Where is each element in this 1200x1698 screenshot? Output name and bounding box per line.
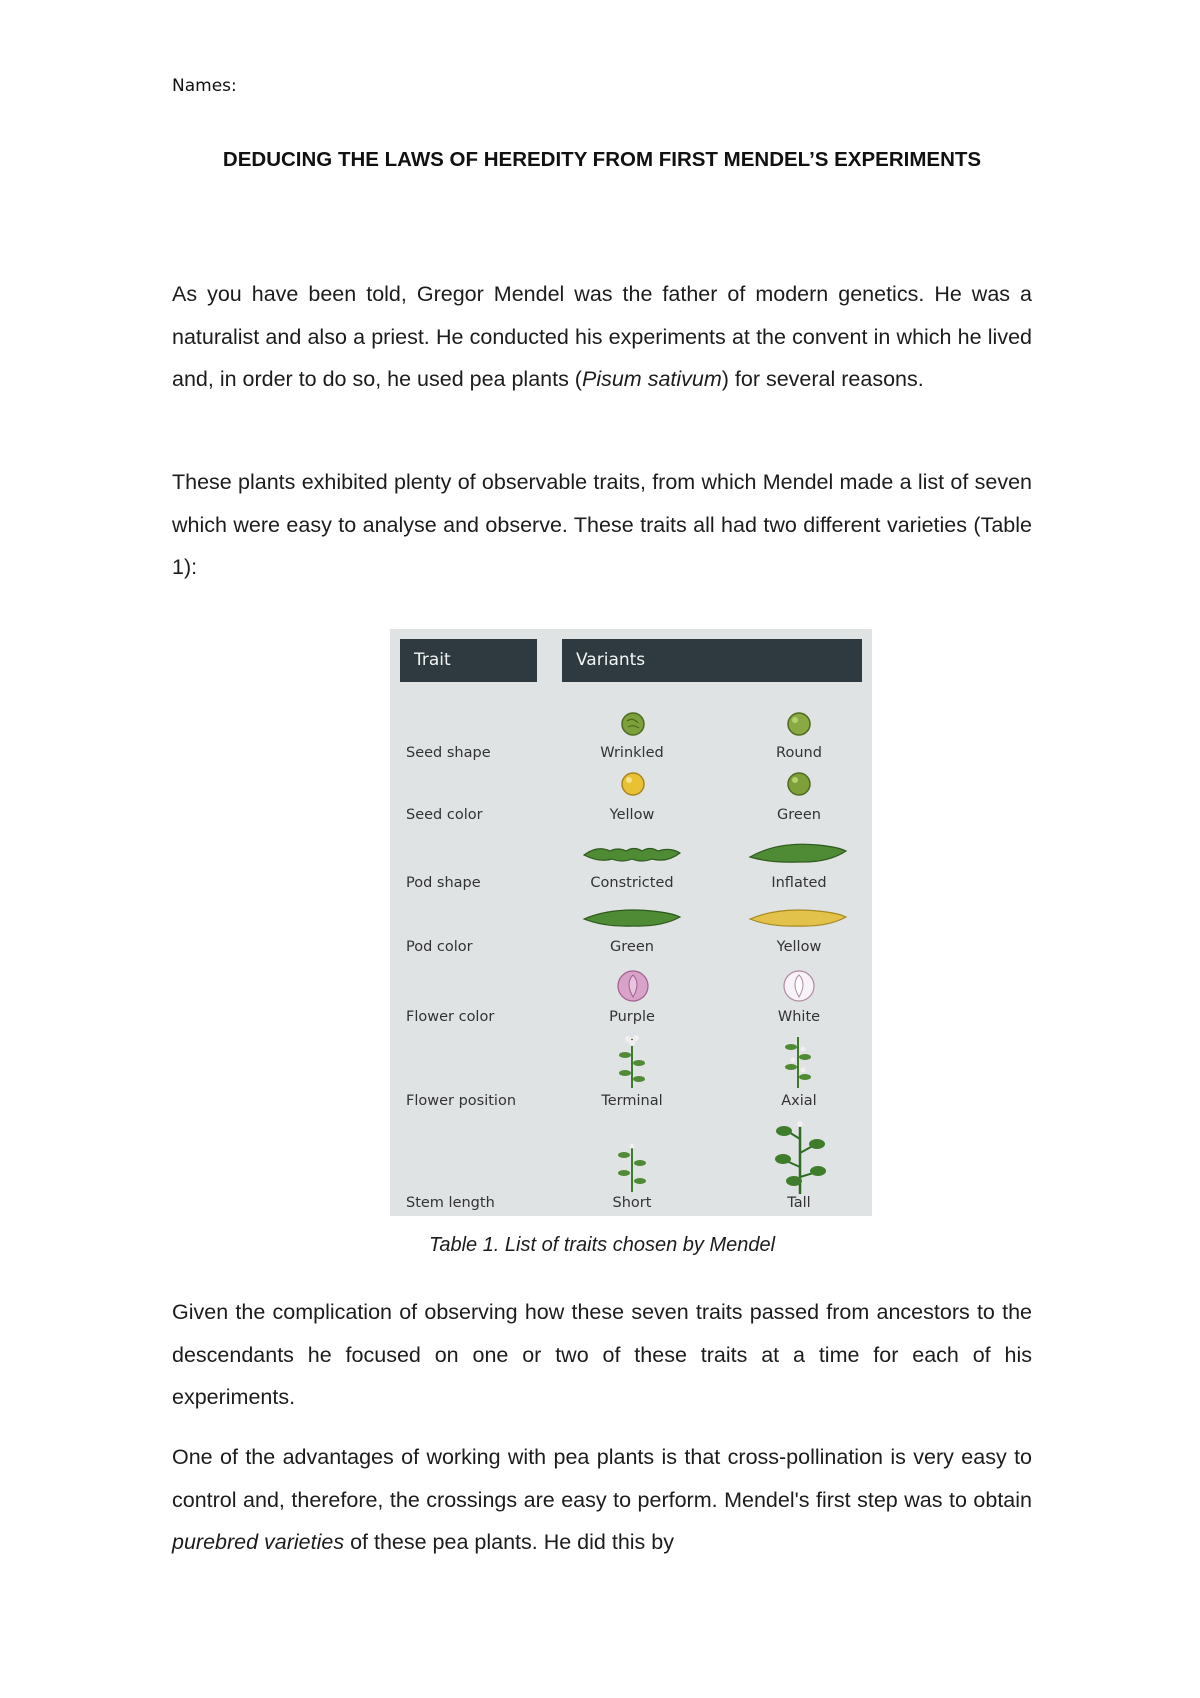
green-pod-icon: [582, 905, 682, 931]
paragraph-advantages-text: One of the advantages of working with pea plants is that cross-pollination is very easy to control and, therefore, the crossings are easy to perform. Mendel's first step was to obtain: [172, 1445, 1032, 1512]
table-row-pod-color: [390, 901, 872, 961]
trait-label: Seed shape: [406, 745, 491, 761]
variant-label: Purple: [609, 1009, 655, 1025]
trait-label: Flower position: [406, 1093, 517, 1109]
variant-label: Constricted: [590, 875, 674, 891]
paragraph-advantages: [172, 1436, 1032, 1564]
traits-table-figure: [390, 629, 872, 1216]
table-header-trait: Trait: [400, 639, 537, 682]
variant-label: Short: [612, 1195, 652, 1211]
variant-label: Round: [776, 745, 822, 761]
variant-label: Axial: [781, 1093, 817, 1109]
trait-label: Seed color: [406, 807, 483, 823]
variant-label: Green: [777, 807, 821, 823]
paragraph-complication: Given the complication of observing how these seven traits passed from ancestors to the descendants he focused on one or two of these traits at a time for each of his experiments.: [172, 1300, 1032, 1409]
wrinkled-pea-icon: [620, 711, 646, 737]
trait-label: Pod color: [406, 939, 473, 955]
variant-label: White: [777, 1009, 821, 1025]
constricted-pod-icon: [582, 841, 682, 867]
table-row-seed-color: [390, 771, 872, 829]
trait-label: Pod shape: [406, 875, 481, 891]
yellow-pod-icon: [748, 905, 848, 931]
table-row-flower-color: [390, 969, 872, 1031]
trait-label: Flower color: [406, 1009, 495, 1025]
table-caption: Table 1. List of traits chosen by Mendel: [428, 1234, 776, 1256]
round-pea-icon: [786, 711, 812, 737]
white-flower-icon: [781, 969, 817, 1003]
variant-label: Yellow: [609, 807, 655, 823]
axial-flower-plant-icon: [780, 1033, 816, 1089]
table-row-seed-shape: [390, 709, 872, 767]
short-stem-plant-icon: [612, 1141, 652, 1193]
table-header-variants: Variants: [562, 639, 862, 682]
variant-label: Green: [610, 939, 654, 955]
variant-label: Inflated: [771, 875, 827, 891]
table-row-stem-length: [390, 1119, 872, 1215]
variant-label: Yellow: [776, 939, 822, 955]
purple-flower-icon: [615, 969, 651, 1003]
variant-label: Terminal: [601, 1093, 663, 1109]
variant-label: Tall: [787, 1195, 811, 1211]
paragraph-intro-text-end: ) for several reasons.: [721, 367, 924, 391]
scientific-name: Pisum sativum: [581, 367, 722, 391]
emphasized-term: purebred varieties: [172, 1530, 345, 1554]
page-title: DEDUCING THE LAWS OF HEREDITY FROM FIRST MENDEL’S EXPERIMENTS: [222, 148, 982, 171]
paragraph-intro: [172, 273, 1032, 401]
inflated-pod-icon: [748, 841, 848, 867]
terminal-flower-plant-icon: [614, 1033, 650, 1089]
paragraph-traits: These plants exhibited plenty of observable traits, from which Mendel made a list of seven which were easy to analyse and observe. These traits all had two different varieties (Table 1):: [172, 470, 1032, 579]
variant-label: Wrinkled: [600, 745, 664, 761]
table-row-flower-position: [390, 1033, 872, 1117]
table-row-pod-shape: [390, 837, 872, 897]
yellow-pea-icon: [620, 771, 646, 797]
tall-stem-plant-icon: [772, 1119, 828, 1195]
green-pea-icon: [786, 771, 812, 797]
paragraph-advantages-text-end: of these pea plants. He did this by: [344, 1530, 674, 1554]
trait-label: Stem length: [406, 1195, 495, 1211]
paragraph-intro-text: As you have been told, Gregor Mendel was the father of modern genetics. He was a naturalist and also a priest. He conducted his experiments at the convent in which he lived and, in order to do so, he used pea plants (: [172, 282, 1032, 391]
names-label: Names:: [172, 76, 237, 96]
